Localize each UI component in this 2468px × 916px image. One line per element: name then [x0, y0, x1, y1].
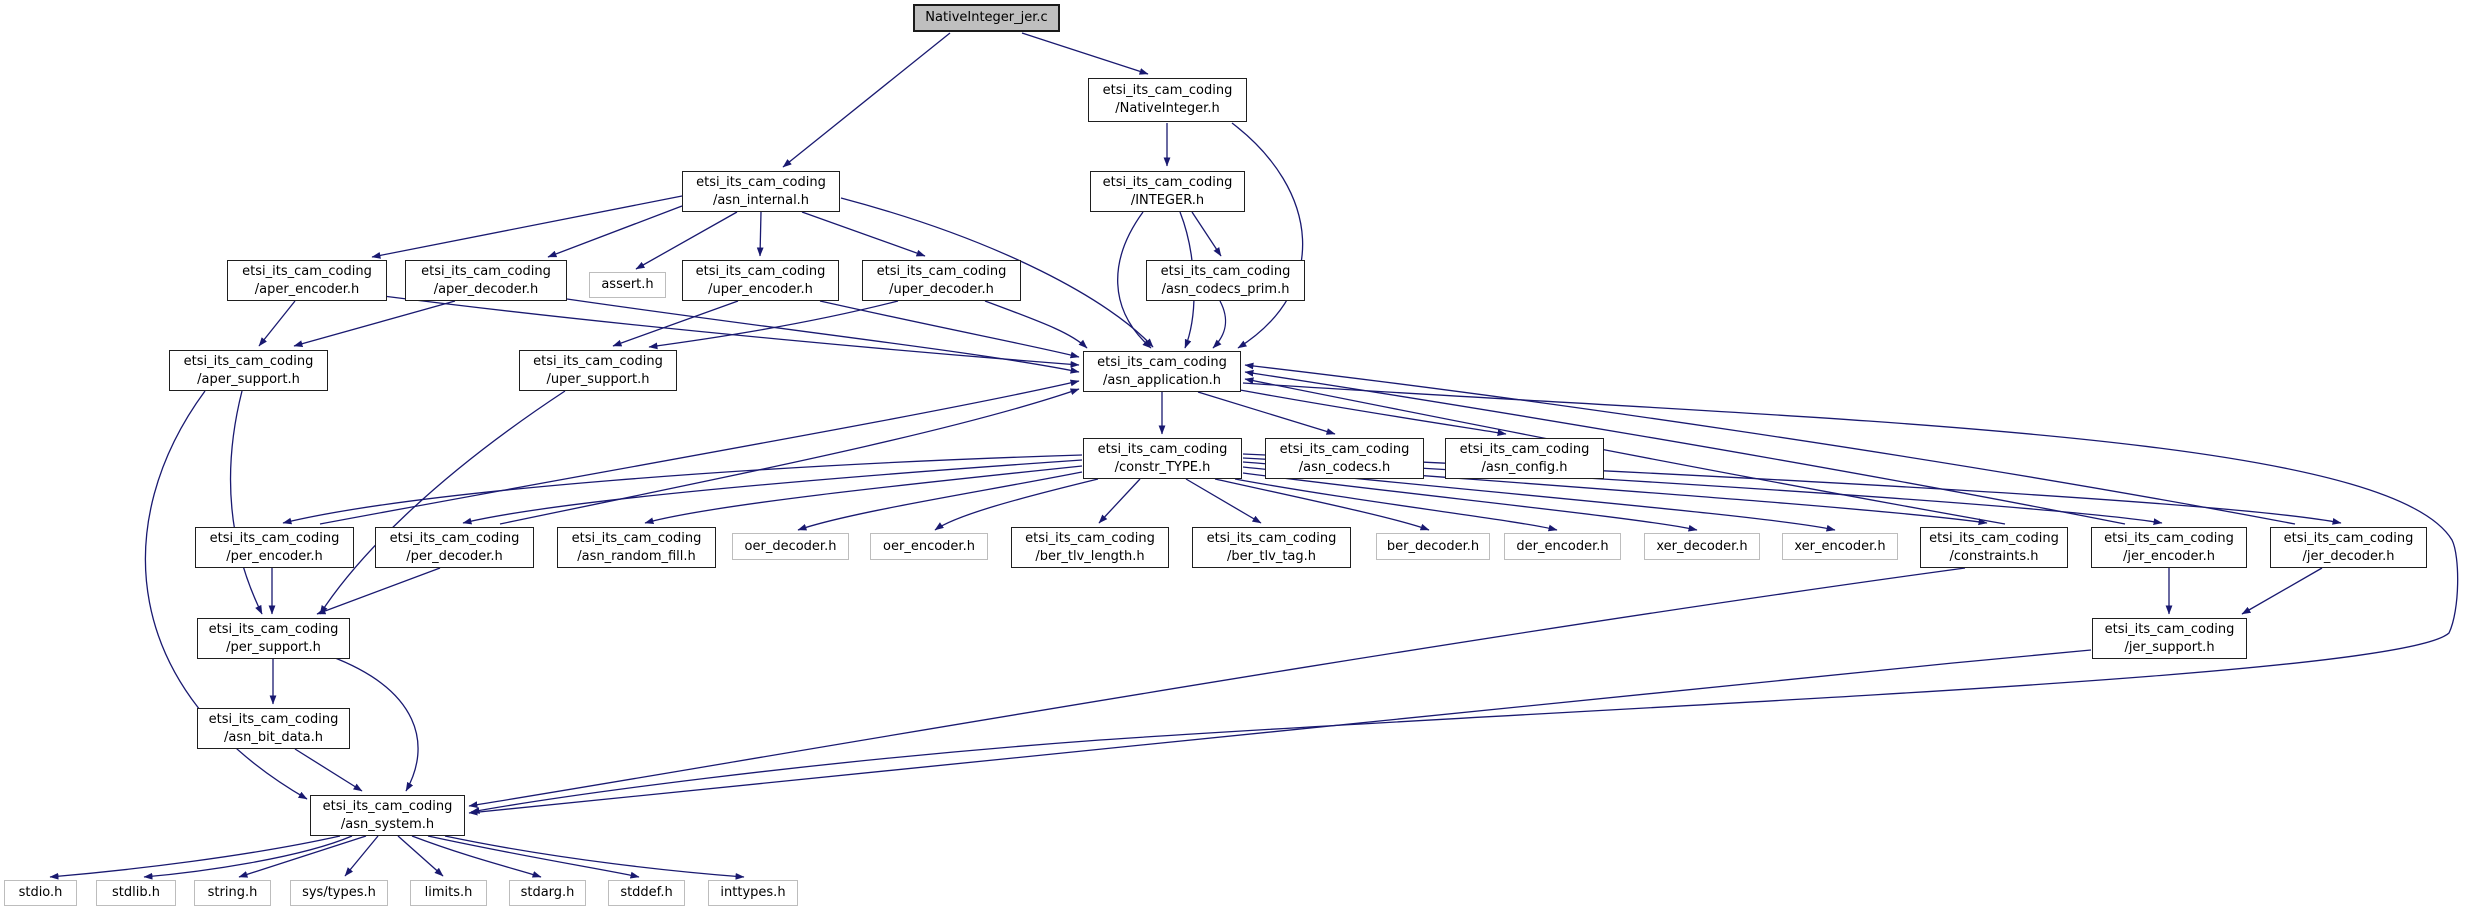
node-label-line1: etsi_its_cam_coding	[696, 174, 826, 190]
node-label-line2: /ber_tlv_tag.h	[1226, 548, 1317, 564]
node-label-line2: /uper_support.h	[546, 371, 650, 387]
node-label-line2: /asn_system.h	[340, 816, 435, 832]
node-ber_tlv_tag[interactable]	[1192, 527, 1351, 568]
node-limits	[410, 880, 487, 906]
node-jer_support[interactable]	[2092, 618, 2247, 659]
node-label-line2: /NativeInteger.h	[1115, 101, 1220, 116]
node-inttypes	[708, 880, 798, 906]
edge-constr_type-to-ber_tlv_length	[1099, 479, 1140, 523]
node-label-line1: etsi_its_cam_coding	[1025, 530, 1155, 546]
node-label-line2: /asn_codecs.h	[1298, 459, 1391, 475]
node-label-line1: assert.h	[601, 277, 654, 292]
node-label-line1: etsi_its_cam_coding	[208, 621, 339, 637]
node-label-line2: /aper_support.h	[197, 371, 300, 387]
node-label-line1: etsi_its_cam_coding	[1206, 530, 1337, 546]
node-label-line1: limits.h	[424, 885, 473, 900]
node-label-line1: etsi_its_cam_coding	[421, 263, 551, 279]
node-asn_codecs[interactable]	[1265, 438, 1424, 479]
edge-asn_system-to-inttypes	[445, 836, 744, 877]
edge-aper_decoder-to-aper_support	[294, 301, 455, 346]
edge-asn_bit_data-to-asn_system	[295, 749, 362, 791]
node-label-line1: etsi_its_cam_coding	[389, 530, 520, 546]
node-label-line2: /constraints.h	[1949, 548, 2039, 564]
node-label-line2: /uper_decoder.h	[889, 281, 994, 297]
edge-uper_encoder-to-asn_application	[820, 301, 1079, 357]
node-label-line2: /aper_encoder.h	[254, 281, 360, 297]
node-label-line2: /constr_TYPE.h	[1114, 459, 1211, 475]
edge-root-to-native_integer	[1022, 33, 1148, 74]
node-label-line2: /jer_encoder.h	[2123, 548, 2215, 564]
edge-per_decoder-to-asn_application	[500, 389, 1079, 524]
node-label-line1: etsi_its_cam_coding	[1929, 530, 2059, 546]
node-label-line1: inttypes.h	[720, 885, 786, 900]
edge-uper_decoder-to-uper_support	[649, 301, 898, 347]
node-label-line1: etsi_its_cam_coding	[2104, 530, 2234, 546]
node-per_decoder[interactable]	[375, 527, 534, 568]
node-label-line1: der_encoder.h	[1516, 538, 1609, 554]
node-label-line1: oer_encoder.h	[883, 538, 975, 554]
node-jer_encoder[interactable]	[2091, 527, 2247, 568]
node-per_support[interactable]	[197, 618, 350, 659]
node-label-line2: /uper_encoder.h	[708, 281, 813, 297]
node-label-line1: etsi_its_cam_coding	[571, 530, 702, 546]
edge-uper_decoder-to-asn_application	[985, 301, 1087, 348]
edge-uper_support-to-per_support	[320, 391, 565, 614]
node-xer_decoder	[1644, 533, 1760, 560]
node-label-line1: etsi_its_cam_coding	[242, 263, 372, 279]
edge-jer_support-to-asn_system	[469, 650, 2091, 813]
node-label-line1: etsi_its_cam_coding	[1160, 263, 1291, 279]
node-constraints[interactable]	[1920, 527, 2068, 568]
node-label-line1: xer_decoder.h	[1656, 538, 1748, 554]
node-label-line2: /asn_internal.h	[712, 192, 810, 208]
node-label-line1: etsi_its_cam_coding	[1097, 441, 1228, 457]
node-label-line2: /per_support.h	[226, 639, 321, 655]
node-oer_decoder	[732, 533, 849, 560]
node-assert	[589, 272, 666, 298]
node-label-line2: /asn_random_fill.h	[577, 548, 696, 564]
node-root	[913, 4, 1060, 32]
node-aper_encoder[interactable]	[227, 260, 387, 301]
node-der_encoder	[1504, 533, 1621, 560]
edge-asn_system-to-sys_types	[345, 836, 378, 876]
node-asn_random_fill[interactable]	[557, 527, 716, 568]
edge-integer-to-asn_codecs_prim	[1192, 212, 1221, 256]
node-label-line2: /asn_codecs_prim.h	[1161, 281, 1290, 297]
node-label-line1: stddef.h	[620, 885, 673, 900]
edge-constraints-to-asn_system	[469, 568, 1965, 806]
edge-constr_type-to-asn_random_fill	[645, 466, 1082, 523]
node-label-line1: etsi_its_cam_coding	[1102, 83, 1233, 98]
edge-asn_internal-to-uper_decoder	[802, 212, 925, 256]
edge-asn_internal-to-aper_encoder	[372, 196, 682, 257]
edge-root-to-asn_internal	[783, 33, 950, 167]
node-per_encoder[interactable]	[195, 527, 354, 568]
node-label-line2: /aper_decoder.h	[433, 281, 539, 297]
node-jer_decoder[interactable]	[2270, 527, 2427, 568]
edge-native_integer-to-asn_application	[1232, 123, 1303, 348]
node-asn_system[interactable]	[310, 795, 465, 836]
node-integer[interactable]	[1090, 171, 1245, 212]
node-label-line1: string.h	[207, 885, 258, 900]
node-label-line1: stdio.h	[18, 885, 63, 900]
node-label-line1: stdlib.h	[112, 885, 160, 900]
node-label-line1: stdarg.h	[520, 885, 575, 900]
node-asn_config[interactable]	[1445, 438, 1604, 479]
node-label-line2: /jer_support.h	[2124, 639, 2215, 655]
node-label-line2: /ber_tlv_length.h	[1035, 548, 1145, 564]
node-label-line2: /asn_bit_data.h	[224, 729, 323, 745]
node-label-line2: /INTEGER.h	[1130, 192, 1205, 208]
edge-per_encoder-to-asn_application	[320, 381, 1079, 524]
node-aper_decoder[interactable]	[405, 260, 567, 301]
node-uper_decoder[interactable]	[862, 260, 1021, 301]
node-label-line1: etsi_its_cam_coding	[208, 711, 339, 727]
node-label-line2: /per_decoder.h	[406, 548, 503, 564]
edge-asn_internal-to-uper_encoder	[760, 212, 761, 256]
edge-asn_application-to-asn_codecs	[1198, 392, 1335, 434]
node-label-line1: sys/types.h	[302, 885, 376, 900]
edge-constr_type-to-ber_tlv_tag	[1186, 479, 1261, 523]
node-asn_internal[interactable]	[682, 171, 840, 212]
edge-constr_type-to-oer_encoder	[935, 479, 1098, 530]
node-label-line1: etsi_its_cam_coding	[2283, 530, 2414, 546]
node-ber_tlv_length[interactable]	[1011, 527, 1169, 568]
node-asn_application[interactable]	[1083, 351, 1241, 392]
node-stddef	[608, 880, 685, 906]
node-label-line1: NativeInteger_jer.c	[925, 10, 1048, 25]
edge-asn_internal-to-aper_decoder	[548, 206, 682, 257]
edge-aper_encoder-to-aper_support	[259, 301, 295, 346]
node-uper_encoder[interactable]	[682, 260, 839, 301]
node-constr_type[interactable]	[1083, 438, 1242, 479]
node-string	[194, 880, 271, 906]
node-label-line1: etsi_its_cam_coding	[183, 353, 314, 369]
node-stdio	[4, 880, 77, 906]
node-asn_codecs_prim[interactable]	[1146, 260, 1305, 301]
node-label-line2: /asn_application.h	[1103, 372, 1221, 388]
edge-asn_system-to-stddef	[428, 836, 639, 877]
node-asn_bit_data[interactable]	[197, 708, 350, 749]
node-aper_support[interactable]	[169, 350, 328, 391]
node-native_integer[interactable]	[1088, 78, 1247, 122]
edge-asn_system-to-string	[239, 836, 366, 877]
node-uper_support[interactable]	[519, 350, 677, 391]
edge-asn_system-to-limits	[398, 836, 443, 876]
node-label-line2: /jer_decoder.h	[2302, 548, 2395, 564]
node-label-line1: etsi_its_cam_coding	[876, 263, 1007, 279]
node-label-line1: xer_encoder.h	[1794, 538, 1886, 554]
edge-constr_type-to-per_encoder	[283, 455, 1082, 523]
node-oer_encoder	[870, 533, 988, 560]
node-label-line1: etsi_its_cam_coding	[695, 263, 826, 279]
node-label-line1: ber_decoder.h	[1386, 538, 1480, 554]
node-label-line1: etsi_its_cam_coding	[1279, 441, 1410, 457]
node-label-line1: etsi_its_cam_coding	[2104, 621, 2235, 637]
edge-asn_codecs_prim-to-asn_application	[1213, 301, 1226, 348]
node-label-line2: /asn_config.h	[1481, 459, 1568, 475]
edge-asn_system-to-stdlib	[144, 836, 352, 877]
node-sys_types	[290, 880, 388, 906]
edge-aper_support-to-per_support	[231, 391, 262, 614]
node-stdlib	[96, 880, 176, 906]
node-label-line2: /per_encoder.h	[226, 548, 323, 564]
edge-constr_type-to-xer_decoder	[1243, 473, 1697, 530]
node-label-line1: etsi_its_cam_coding	[1102, 174, 1233, 190]
node-label-line1: etsi_its_cam_coding	[1459, 441, 1590, 457]
node-label-line1: etsi_its_cam_coding	[209, 530, 340, 546]
node-label-line1: etsi_its_cam_coding	[322, 798, 453, 814]
node-label-line1: etsi_its_cam_coding	[1097, 354, 1227, 370]
node-ber_decoder	[1376, 533, 1490, 560]
node-label-line1: etsi_its_cam_coding	[533, 353, 663, 369]
node-xer_encoder	[1782, 533, 1898, 560]
edge-jer_decoder-to-jer_support	[2242, 568, 2322, 614]
node-stdarg	[509, 880, 586, 906]
node-label-line1: oer_decoder.h	[744, 538, 837, 554]
